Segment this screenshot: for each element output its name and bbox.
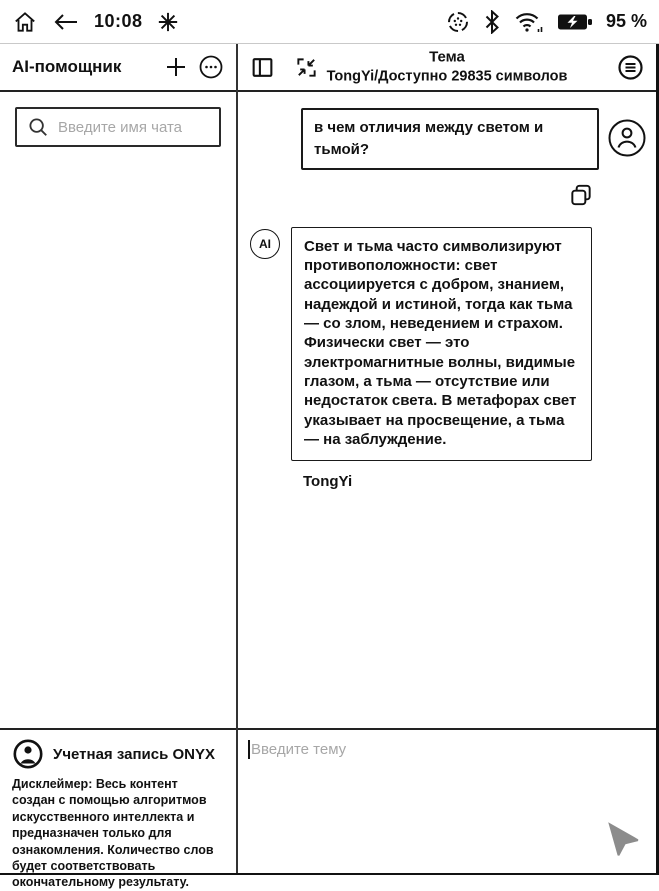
topic-input[interactable] [238, 728, 656, 873]
account-avatar-icon [12, 738, 44, 770]
status-bar [0, 0, 659, 44]
user-avatar-icon [607, 106, 647, 170]
user-message-row [250, 108, 647, 170]
chat-title: Тема [429, 48, 465, 66]
topic-input-placeholder: Введите тему [251, 741, 347, 758]
battery-icon [557, 12, 593, 32]
new-chat-button[interactable] [164, 55, 188, 79]
bluetooth-icon[interactable] [483, 10, 501, 34]
user-message-bubble: в чем отличия между светом и тьмой? [301, 108, 599, 170]
wifi-icon[interactable] [514, 10, 544, 34]
search-input[interactable] [58, 119, 209, 136]
clock: 10:08 [94, 11, 143, 31]
chat-panel [238, 44, 656, 873]
chat-header [238, 44, 656, 92]
text-caret [248, 740, 250, 759]
chat-subtitle: TongYi/Доступно 29835 символов [326, 68, 568, 85]
model-label: TongYi [303, 473, 353, 491]
account-section [0, 728, 236, 890]
battery-percent: 95 % [605, 11, 647, 31]
back-arrow-icon[interactable] [52, 11, 80, 33]
sidebar-header [0, 44, 236, 92]
chat-sidebar [0, 44, 238, 890]
refresh-mode-icon[interactable] [446, 10, 470, 34]
account-row[interactable] [12, 738, 224, 770]
chat-menu-button[interactable] [617, 54, 644, 81]
ai-assistant-window [0, 44, 659, 890]
home-icon[interactable] [12, 9, 38, 35]
copy-icon[interactable] [568, 182, 594, 208]
message-area [238, 92, 656, 728]
ai-message-row [250, 227, 647, 462]
search-container [0, 92, 236, 157]
ai-badge: AI [250, 229, 280, 259]
send-button[interactable] [598, 815, 640, 857]
frontlight-icon[interactable] [157, 11, 179, 33]
chat-title-block [297, 49, 597, 86]
more-options-button[interactable] [198, 54, 224, 80]
search-icon [27, 116, 49, 138]
chat-search-box[interactable] [15, 107, 221, 147]
chat-list-empty [0, 157, 236, 728]
ai-message-bubble: Свет и тьма часто символизируют противоположности: свет ассоциируется с добром, знанием, надеждой и истиной, тогда как тьма — со злом, неведением и страхом. Физически свет — это электромагнитные волны, видимые глазом, а тьма — отсутствие или недостаток света. В метафорах свет указывает на просвещение, а тьма — на заблуждение. [291, 227, 592, 462]
account-label: Учетная запись ONYX [53, 745, 215, 763]
toggle-sidebar-icon[interactable] [250, 55, 275, 80]
disclaimer-text: Дисклеймер: Весь контент создан с помощью алгоритмов искусственного интеллекта и предназначен только для ознакомления. Количество слов будет соответствовать окончательному результату. [12, 777, 214, 890]
copy-row [250, 182, 647, 208]
app-title: AI-помощник [12, 57, 122, 76]
